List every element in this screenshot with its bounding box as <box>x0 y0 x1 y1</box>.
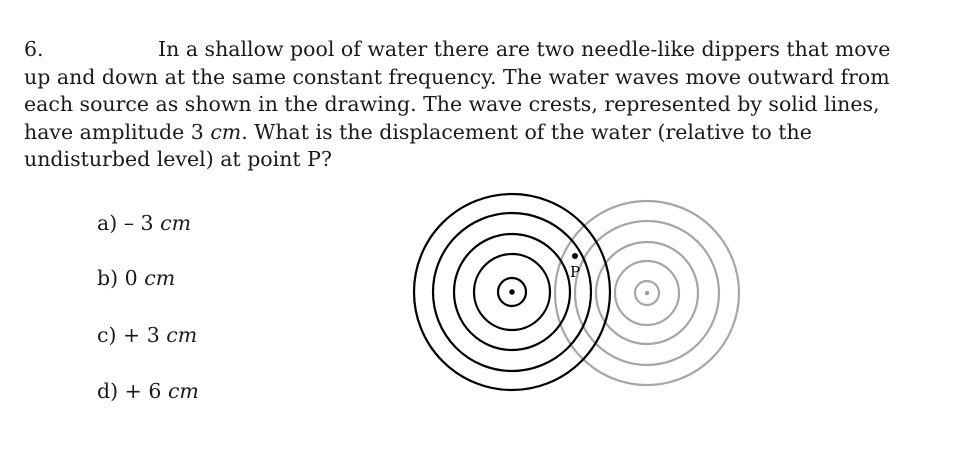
wave-interference-figure <box>400 180 760 400</box>
answer-choice-c[interactable]: c) + 3 cm <box>97 323 198 347</box>
left-source-dipper <box>509 289 515 295</box>
question-line-1: 6. In a shallow pool of water there are two needle-like dippers that move <box>24 36 904 64</box>
question-line-3: each source as shown in the drawing. The wave crests, represented by solid lines, <box>24 92 880 116</box>
point-p-label: P <box>570 263 581 281</box>
answer-choice-b[interactable]: b) 0 cm <box>97 266 176 290</box>
question-line-5: undisturbed level) at point P? <box>24 147 332 171</box>
question-line-2: up and down at the same constant frequency. The water waves move outward from <box>24 64 890 89</box>
right-source-dipper <box>645 291 649 295</box>
question-number: 6. <box>24 37 44 61</box>
answer-choice-d[interactable]: d) + 6 cm <box>97 379 199 403</box>
answer-choice-a[interactable]: a) – 3 cm <box>97 211 192 235</box>
point-p-marker <box>572 253 578 259</box>
question-text <box>24 36 904 174</box>
question-line-4: have amplitude 3 cm. What is the displacement of the water (relative to the <box>24 119 812 144</box>
